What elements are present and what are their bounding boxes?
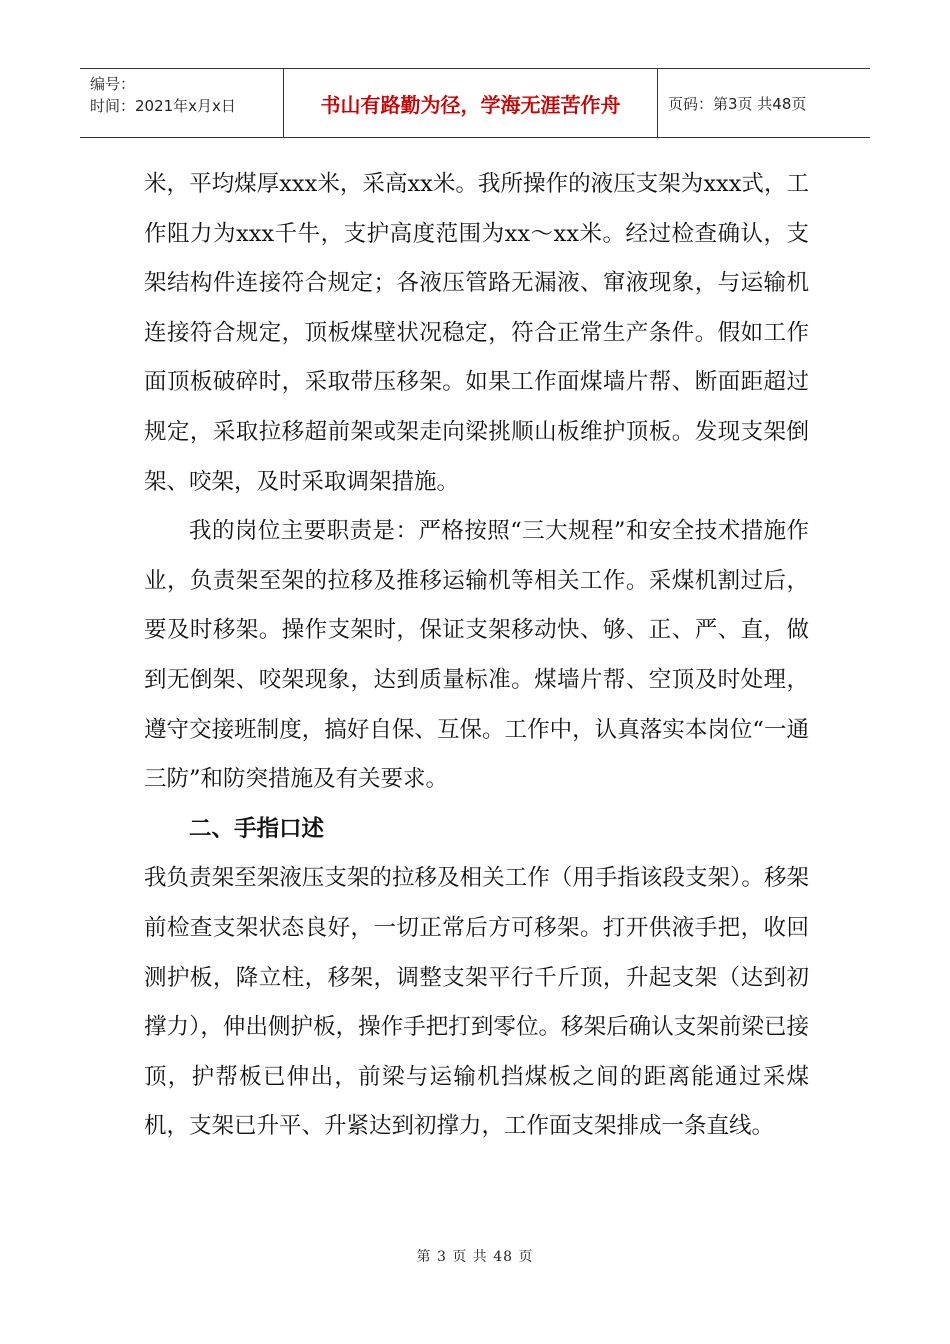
paragraph-finger-pointing: 我负责架至架液压支架的拉移及相关工作（用手指该段支架）。移架前检查支架状态良好，一切正常后方可移架。打开供液手把，收回测护板，降立柱，移架，调整支架平行千斤顶，升起支架（达到初撑力），伸出侧护板，操作手把打到零位。移架后确认支架前梁已接顶，护帮板已伸出，前梁与运输机挡煤板之间的距离能通过采煤机，支架已升平、升紧达到初撑力，工作面支架排成一条直线。 xyxy=(144,865,809,1140)
paragraph-duties: 我的岗位主要职责是：严格按照“三大规程”和安全技术措施作业，负责架至架的拉移及推移运输机等相关工作。采煤机割过后，要及时移架。操作支架时，保证支架移动快、够、正、严、直，做到无倒架、咬架现象，达到质量标准。煤墙片帮、空顶及时处理，遵守交接班制度，搞好自保、互保。工作中，认真落实本岗位“一通三防”和防突措施及有关要求。 xyxy=(144,518,809,793)
serial-number-label: 编号： xyxy=(90,75,136,93)
section-heading: 二、手指口述 xyxy=(189,815,325,842)
header-page-code: 页码：第3页 共48页 xyxy=(668,94,807,113)
date-label: 时间：2021年x月x日 xyxy=(90,97,236,115)
header-motto: 书山有路勤为径，学海无涯苦作舟 xyxy=(283,69,658,137)
page-header xyxy=(80,68,870,138)
document-body xyxy=(144,160,809,1152)
header-meta xyxy=(80,69,283,137)
page-footer: 第 3 页 共 48 页 xyxy=(416,1249,534,1265)
paragraph-conditions: 米，平均煤厚xxx米，采高xx米。我所操作的液压支架为xxx式，工作阻力为xxx千牛，支护高度范围为xx～xx米。经过检查确认，支架结构件连接符合规定；各液压管路无漏液、窜液现象，与运输机连接符合规定，顶板煤壁状况稳定，符合正常生产条件。假如工作面顶板破碎时，采取带压移架。如果工作面煤墙片帮、断面距超过规定，采取拉移超前架或架走向梁挑顺山板维护顶板。发现支架倒架、咬架，及时采取调架措施。 xyxy=(144,171,809,495)
